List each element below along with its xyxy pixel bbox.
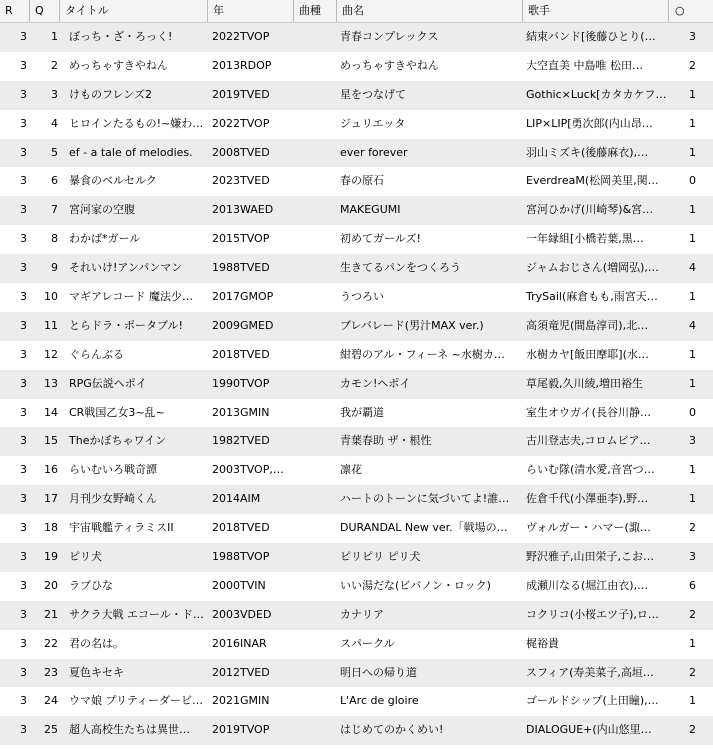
cell-q: 1: [51, 30, 58, 43]
cell-year: 2018TVED: [212, 347, 270, 361]
cell-artist: ジャムおじさん(増岡弘),…: [526, 261, 659, 275]
cell-title: 宇宙戦艦ティラミスII: [69, 521, 174, 535]
cell-year: 2000TVIN: [212, 578, 266, 592]
cell-artist: 梶裕貴: [526, 636, 559, 650]
cell-r: 3: [20, 694, 27, 708]
cell-o: 1: [689, 203, 696, 217]
cell-o: 0: [689, 405, 696, 419]
cell-year: 2012TVED: [212, 665, 270, 679]
column-header-artist-label: 歌手: [528, 4, 550, 17]
cell-r: 3: [20, 203, 27, 217]
cell-q: 17: [44, 492, 58, 506]
table-row[interactable]: [0, 341, 713, 370]
cell-title: わかば*ガール: [69, 232, 141, 246]
column-header-genre[interactable]: [294, 0, 337, 22]
table-row[interactable]: [0, 110, 713, 139]
cell-genre: [294, 572, 337, 601]
cell-artist: らいむ隊(清水愛,音宮つ…: [526, 463, 655, 477]
cell-r: 3: [20, 318, 27, 332]
cell-artist: 大空直美 中島唯 松田…: [526, 58, 643, 72]
cell-title: ぐらんぶる: [69, 347, 124, 361]
cell-title: ピリ犬: [69, 550, 102, 564]
cell-q: 22: [44, 636, 58, 650]
cell-q: 11: [44, 318, 58, 332]
table-body: [0, 23, 713, 745]
cell-q: 2: [51, 58, 58, 72]
cell-song: ピリピリ ピリ犬: [340, 550, 421, 564]
cell-title: らいむいろ戦奇譚: [69, 463, 157, 477]
cell-o: 1: [689, 463, 696, 477]
cell-genre: [294, 630, 337, 659]
cell-q: 6: [51, 174, 58, 188]
table-row[interactable]: [0, 630, 713, 659]
column-header-title-label: タイトル: [65, 4, 109, 17]
cell-genre: [294, 341, 337, 370]
table-row[interactable]: [0, 659, 713, 688]
cell-year: 2003TVOP,…: [212, 463, 284, 477]
cell-r: 3: [20, 463, 27, 477]
cell-genre: [294, 485, 337, 514]
table-row[interactable]: [0, 312, 713, 341]
cell-artist: DIALOGUE+(内山悠里…: [526, 723, 652, 737]
table-row[interactable]: [0, 456, 713, 485]
column-header-title[interactable]: [60, 0, 208, 22]
cell-song: めっちゃすきやねん: [340, 58, 439, 72]
table-row[interactable]: [0, 254, 713, 283]
cell-q: 7: [51, 203, 58, 217]
cell-genre: [294, 110, 337, 139]
cell-genre: [294, 167, 337, 196]
cell-song: 明日への帰り道: [340, 665, 417, 679]
cell-artist: 一年縁組[小橋若葉,黒…: [526, 232, 644, 246]
cell-title: 宮河家の空腹: [69, 203, 135, 217]
cell-o: 1: [689, 492, 696, 506]
column-header-q[interactable]: [30, 0, 60, 22]
cell-year: 2019TVOP: [212, 723, 270, 737]
cell-song: カナリア: [340, 607, 384, 621]
cell-title: ラブひな: [69, 578, 113, 592]
cell-title: とらドラ・ポータブル!: [69, 318, 183, 332]
cell-o: 1: [689, 232, 696, 246]
cell-o: 1: [689, 636, 696, 650]
cell-o: 3: [689, 434, 696, 448]
table-row[interactable]: [0, 427, 713, 456]
cell-song: うつろい: [340, 290, 384, 304]
cell-song: L'Arc de gloire: [340, 694, 419, 708]
cell-r: 3: [20, 232, 27, 246]
cell-r: 3: [20, 376, 27, 390]
cell-o: 2: [689, 723, 696, 737]
cell-o: 1: [689, 290, 696, 304]
cell-song: はじめてのかくめい!: [340, 723, 444, 737]
table-row[interactable]: [0, 514, 713, 543]
cell-q: 3: [51, 87, 58, 101]
cell-r: 3: [20, 636, 27, 650]
table-row[interactable]: [0, 572, 713, 601]
cell-r: 3: [20, 30, 27, 43]
column-header-r-label: R: [5, 4, 13, 17]
cell-q: 12: [44, 347, 58, 361]
cell-artist: TrySail(麻倉もも,雨宮天…: [526, 290, 658, 304]
cell-song: 生きてるパンをつくろう: [340, 261, 461, 275]
cell-artist: 高須竜児(間島淳司),北…: [526, 318, 649, 332]
cell-genre: [294, 514, 337, 543]
cell-o: 1: [689, 376, 696, 390]
cell-o: 1: [689, 116, 696, 130]
cell-artist: 野沢雅子,山田栄子,こお…: [526, 550, 654, 564]
cell-q: 14: [44, 405, 58, 419]
cell-year: 2013RDOP: [212, 58, 272, 72]
cell-song: MAKEGUMI: [340, 203, 401, 217]
cell-artist: ゴールドシップ(上田瞳),…: [526, 694, 659, 708]
cell-title: ぼっち・ざ・ろっく!: [69, 30, 173, 43]
cell-q: 5: [51, 145, 58, 159]
cell-song: 紺碧のアル・フィーネ ~水樹カ…: [340, 347, 505, 361]
table-row[interactable]: [0, 167, 713, 196]
cell-o: 2: [689, 58, 696, 72]
cell-year: 2023TVED: [212, 174, 270, 188]
cell-o: 4: [689, 261, 696, 275]
cell-song: 青春コンプレックス: [340, 30, 439, 43]
cell-r: 3: [20, 405, 27, 419]
cell-r: 3: [20, 174, 27, 188]
cell-song: 我が覇道: [340, 405, 384, 419]
cell-artist: LIP×LIP[勇次郎(内山昂…: [526, 116, 653, 130]
cell-song: 初めてガールズ!: [340, 232, 421, 246]
cell-q: 13: [44, 376, 58, 390]
column-header-song-label: 曲名: [342, 4, 364, 17]
column-header-year-label: 年: [213, 4, 224, 17]
cell-artist: EverdreaM(松岡美里,関…: [526, 174, 659, 188]
cell-year: 2013GMIN: [212, 405, 270, 419]
cell-r: 3: [20, 261, 27, 275]
cell-genre: [294, 370, 337, 399]
cell-r: 3: [20, 492, 27, 506]
column-header-r[interactable]: [0, 0, 30, 22]
cell-title: めっちゃすきやねん: [69, 58, 168, 72]
table-row[interactable]: [0, 370, 713, 399]
cell-r: 3: [20, 290, 27, 304]
cell-genre: [294, 687, 337, 716]
cell-song: 星をつなげて: [340, 87, 406, 101]
cell-song: 凛花: [340, 463, 362, 477]
cell-year: 2016INAR: [212, 636, 267, 650]
table-row[interactable]: [0, 139, 713, 168]
cell-q: 23: [44, 665, 58, 679]
cell-genre: [294, 196, 337, 225]
cell-r: 3: [20, 434, 27, 448]
table-row[interactable]: [0, 543, 713, 572]
cell-genre: [294, 399, 337, 428]
table-row[interactable]: [0, 687, 713, 716]
cell-title: 暴食のベルセルク: [69, 174, 157, 188]
cell-r: 3: [20, 578, 27, 592]
cell-genre: [294, 225, 337, 254]
cell-artist: 古川登志夫,コロムビア…: [526, 434, 651, 448]
cell-r: 3: [20, 116, 27, 130]
cell-q: 25: [44, 723, 58, 737]
cell-year: 1982TVED: [212, 434, 270, 448]
cell-song: ジュリエッタ: [340, 116, 406, 130]
table-row[interactable]: [0, 283, 713, 312]
cell-genre: [294, 427, 337, 456]
cell-song: 春の原石: [340, 174, 384, 188]
cell-artist: コクリコ(小桜エツ子),ロ…: [526, 607, 659, 621]
cell-title: ウマ娘 プリティーダービ…: [69, 694, 203, 708]
cell-genre: [294, 23, 337, 52]
cell-q: 18: [44, 521, 58, 535]
cell-artist: 宮河ひかげ(川崎琴)&宮…: [526, 203, 654, 217]
cell-title: RPG伝説ヘポイ: [69, 376, 147, 390]
cell-r: 3: [20, 58, 27, 72]
cell-r: 3: [20, 145, 27, 159]
cell-o: 2: [689, 665, 696, 679]
column-header-q-label: Q: [35, 4, 44, 17]
cell-o: 6: [689, 578, 696, 592]
cell-title: サクラ大戦 エコール・ド…: [69, 607, 204, 621]
cell-o: 0: [689, 174, 696, 188]
table-row[interactable]: [0, 485, 713, 514]
cell-year: 2014AIM: [212, 492, 261, 506]
cell-title: 君の名は。: [69, 636, 124, 650]
cell-o: 1: [689, 694, 696, 708]
cell-o: 1: [689, 87, 696, 101]
cell-q: 8: [51, 232, 58, 246]
cell-o: 2: [689, 521, 696, 535]
cell-song: ever forever: [340, 145, 408, 159]
column-header-song[interactable]: [337, 0, 523, 22]
column-header-year[interactable]: [208, 0, 294, 22]
cell-title: ef - a tale of melodies.: [69, 145, 193, 159]
table-row[interactable]: [0, 52, 713, 81]
cell-o: 4: [689, 318, 696, 332]
cell-genre: [294, 254, 337, 283]
cell-o: 3: [689, 30, 696, 43]
cell-o: 3: [689, 550, 696, 564]
cell-r: 3: [20, 665, 27, 679]
table-row[interactable]: [0, 601, 713, 630]
cell-q: 10: [44, 290, 58, 304]
cell-genre: [294, 659, 337, 688]
cell-year: 2021GMIN: [212, 694, 270, 708]
cell-artist: 結束バンド[後藤ひとり(…: [526, 30, 656, 43]
cell-song: ハートのトーンに気づいてよ!誰…: [340, 492, 510, 506]
cell-genre: [294, 456, 337, 485]
cell-q: 21: [44, 607, 58, 621]
cell-title: ヒロインたるもの!~嫌わ…: [69, 116, 204, 130]
table-row[interactable]: [0, 399, 713, 428]
cell-q: 4: [51, 116, 58, 130]
cell-year: 1988TVED: [212, 261, 270, 275]
cell-q: 24: [44, 694, 58, 708]
cell-year: 2003VDED: [212, 607, 272, 621]
cell-year: 2015TVOP: [212, 232, 270, 246]
cell-genre: [294, 81, 337, 110]
cell-title: けものフレンズ2: [69, 87, 152, 101]
cell-artist: 水樹カヤ[飯田摩耶](水…: [526, 347, 649, 361]
cell-o: 1: [689, 347, 696, 361]
cell-year: 2017GMOP: [212, 290, 274, 304]
column-header-row: [0, 0, 713, 23]
cell-q: 9: [51, 261, 58, 275]
cell-q: 16: [44, 463, 58, 477]
cell-title: 夏色キセキ: [69, 665, 124, 679]
cell-artist: 室生オウガイ(長谷川静…: [526, 405, 651, 419]
table-row[interactable]: [0, 225, 713, 254]
cell-year: 2008TVED: [212, 145, 270, 159]
cell-q: 20: [44, 578, 58, 592]
cell-genre: [294, 601, 337, 630]
cell-song: スパークル: [340, 636, 395, 650]
cell-year: 2018TVED: [212, 521, 270, 535]
table-row[interactable]: [0, 23, 713, 52]
cell-title: CR戦国乙女3~乱~: [69, 405, 165, 419]
cell-year: 2019TVED: [212, 87, 270, 101]
column-header-o[interactable]: [669, 0, 713, 22]
cell-song: DURANDAL New ver.「戦場の…: [340, 521, 508, 535]
cell-year: 2009GMED: [212, 318, 274, 332]
column-header-artist[interactable]: [523, 0, 669, 22]
table-row[interactable]: [0, 196, 713, 225]
cell-r: 3: [20, 550, 27, 564]
cell-year: 2022TVOP: [212, 30, 270, 43]
cell-year: 2013WAED: [212, 203, 274, 217]
cell-artist: 羽山ミズキ(後藤麻衣),…: [526, 145, 649, 159]
cell-q: 19: [44, 550, 58, 564]
cell-song: いい湯だな(ビバノン・ロック): [340, 578, 491, 592]
cell-artist: 佐倉千代(小澤亜李),野…: [526, 492, 649, 506]
cell-artist: ヴォルガー・ハマー(諏…: [526, 521, 651, 535]
column-header-o-label: ○: [675, 4, 685, 17]
cell-r: 3: [20, 347, 27, 361]
column-header-genre-label: 曲種: [299, 4, 321, 17]
cell-genre: [294, 716, 337, 745]
cell-title: 月刊少女野崎くん: [69, 492, 157, 506]
cell-year: 2022TVOP: [212, 116, 270, 130]
cell-genre: [294, 283, 337, 312]
cell-song: ブレバレード(男汁MAX ver.): [340, 318, 484, 332]
cell-genre: [294, 52, 337, 81]
cell-genre: [294, 543, 337, 572]
cell-r: 3: [20, 521, 27, 535]
cell-o: 2: [689, 607, 696, 621]
cell-artist: 草尾毅,久川綾,増田裕生: [526, 376, 643, 390]
cell-title: Theかぼちゃワイン: [69, 434, 167, 448]
cell-r: 3: [20, 607, 27, 621]
cell-artist: スフィア(寿美菜子,高垣…: [526, 665, 654, 679]
cell-r: 3: [20, 87, 27, 101]
table-row[interactable]: [0, 81, 713, 110]
cell-title: 超人高校生たちは異世…: [69, 723, 190, 737]
cell-r: 3: [20, 723, 27, 737]
cell-year: 1990TVOP: [212, 376, 270, 390]
cell-o: 1: [689, 145, 696, 159]
cell-genre: [294, 139, 337, 168]
cell-artist: Gothic×Luck[カタカケフ…: [526, 87, 667, 101]
cell-q: 15: [44, 434, 58, 448]
cell-year: 1988TVOP: [212, 550, 270, 564]
cell-song: 青葉春助 ザ・根性: [340, 434, 432, 448]
cell-title: それいけ!アンパンマン: [69, 261, 183, 275]
cell-artist: 成瀬川なる(堀江由衣),…: [526, 578, 649, 592]
table-row[interactable]: [0, 716, 713, 745]
cell-title: マギアレコード 魔法少…: [69, 290, 194, 304]
cell-genre: [294, 312, 337, 341]
cell-song: カモン!ヘポイ: [340, 376, 411, 390]
